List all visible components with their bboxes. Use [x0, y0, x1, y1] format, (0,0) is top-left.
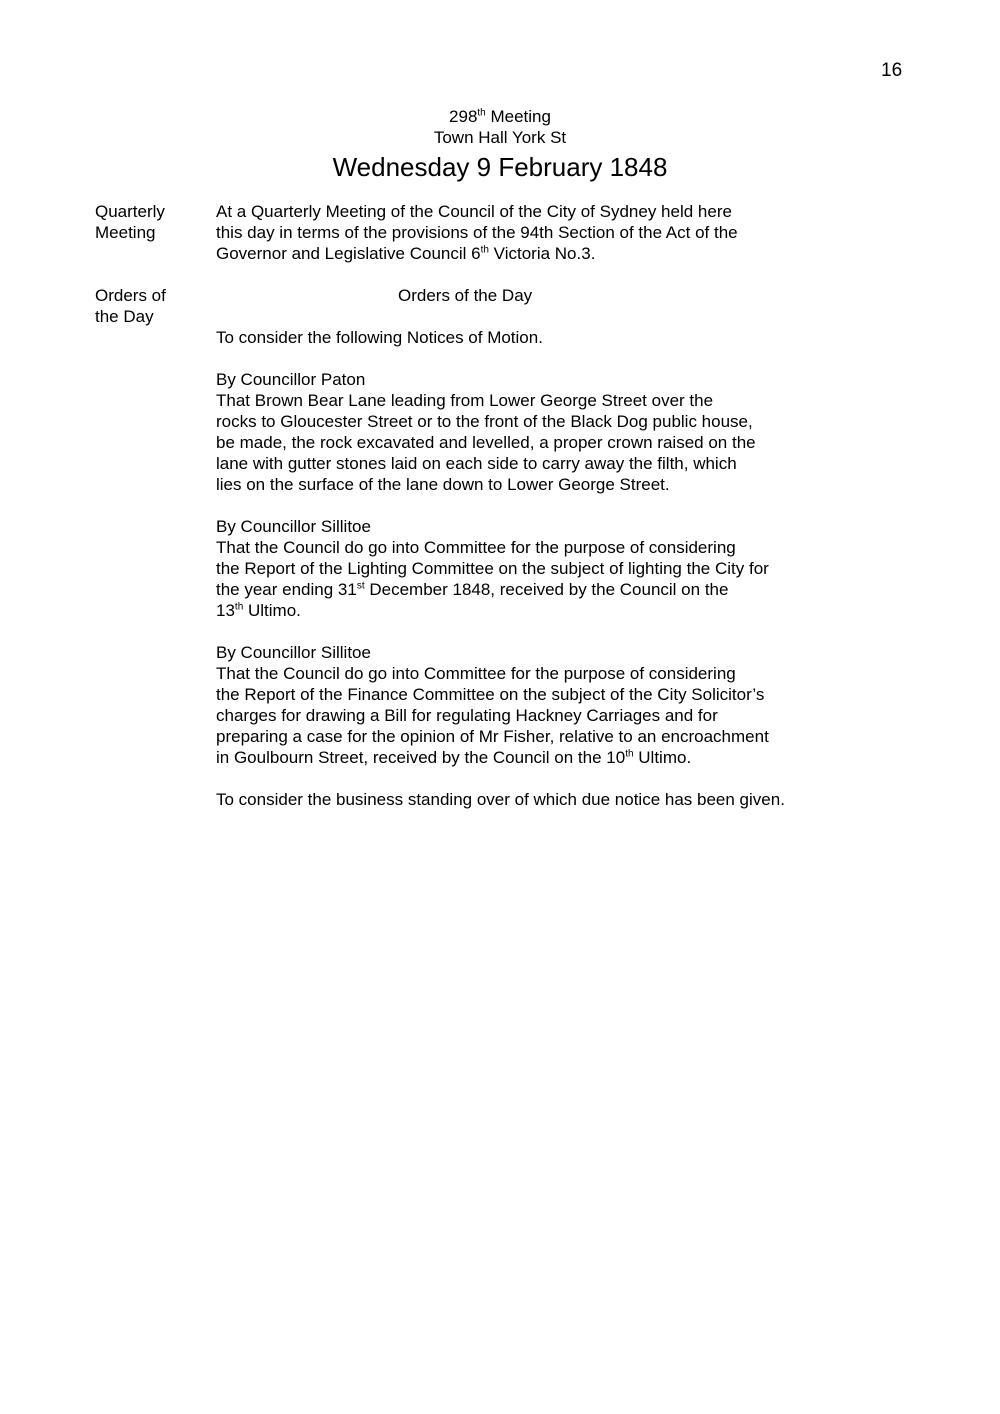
quarterly-meeting-section [95, 201, 855, 264]
quarterly-paragraph [216, 201, 855, 264]
text-line: the Report of the Lighting Committee on the subject of lighting the City for [216, 559, 769, 578]
meeting-date: Wednesday 9 February 1848 [332, 152, 668, 182]
text-line [216, 600, 855, 621]
ordinal-suffix: th [480, 244, 489, 256]
ordinal-suffix: st [356, 580, 365, 592]
motion-sillitoe-lighting [216, 516, 855, 621]
text-line [216, 243, 855, 264]
text-span: Ultimo. [243, 601, 301, 620]
orders-heading: Orders of the Day [398, 286, 533, 305]
text-line: That the Council do go into Committee for the purpose of considering [216, 538, 736, 557]
text-span: the year ending 31 [216, 580, 357, 599]
text-line: be made, the rock excavated and levelled, a proper crown raised on the [216, 433, 756, 452]
text-span: Ultimo. [633, 748, 692, 767]
text-line [216, 747, 855, 768]
motion-mover: By Councillor Sillitoe [216, 643, 371, 662]
text-line: the Report of the Finance Committee on the subject of the City Solicitor’s [216, 685, 765, 704]
text-line: That the Council do go into Committee for the purpose of considering [216, 664, 736, 683]
motion-mover: By Councillor Paton [216, 370, 366, 389]
text-span: Victoria No.3. [488, 244, 596, 263]
text-line: At a Quarterly Meeting of the Council of the City of Sydney held here [216, 202, 732, 221]
orders-intro: To consider the following Notices of Motion. [216, 328, 543, 347]
margin-note-line: Meeting [95, 223, 156, 242]
margin-note-orders [95, 285, 210, 327]
ordinal-suffix: th [625, 748, 634, 760]
margin-note-line: Quarterly [95, 202, 165, 221]
margin-note-quarterly [95, 201, 210, 243]
motion-sillitoe-finance [216, 642, 855, 768]
closing-line: To consider the business standing over of which due notice has been given. [216, 790, 785, 809]
meeting-venue: Town Hall York St [433, 128, 567, 147]
text-line: rocks to Gloucester Street or to the front of the Black Dog public house, [216, 412, 753, 431]
meeting-number: 298 [449, 107, 478, 126]
orders-of-day-section [95, 285, 855, 810]
text-line: charges for drawing a Bill for regulating Hackney Carriages and for [216, 706, 718, 725]
ordinal-suffix: th [234, 601, 244, 613]
text-span: 13 [216, 601, 235, 620]
text-line: preparing a case for the opinion of Mr Fisher, relative to an encroachment [216, 727, 769, 746]
meeting-number-suffix: th [477, 107, 486, 119]
text-line: lies on the surface of the lane down to Lower George Street. [216, 475, 670, 494]
minutes-body [95, 201, 855, 810]
text-line: That Brown Bear Lane leading from Lower George Street over the [216, 391, 714, 410]
text-line: lane with gutter stones laid on each side to carry away the filth, which [216, 454, 737, 473]
text-line [216, 579, 855, 600]
orders-body [216, 285, 855, 810]
page-number: 16 [881, 60, 903, 81]
text-span: Governor and Legislative Council 6 [216, 244, 481, 263]
motion-paton [216, 369, 855, 495]
margin-note-line: Orders of [95, 286, 166, 305]
meeting-word: Meeting [485, 107, 551, 126]
motion-mover: By Councillor Sillitoe [216, 517, 371, 536]
meeting-header [0, 106, 1000, 183]
meeting-number-line [0, 106, 1000, 127]
text-line: this day in terms of the provisions of the 94th Section of the Act of the [216, 223, 738, 242]
margin-note-line: the Day [95, 307, 154, 326]
text-span: in Goulbourn Street, received by the Council on the 10 [216, 748, 626, 767]
text-span: December 1848, received by the Council on the [364, 580, 729, 599]
